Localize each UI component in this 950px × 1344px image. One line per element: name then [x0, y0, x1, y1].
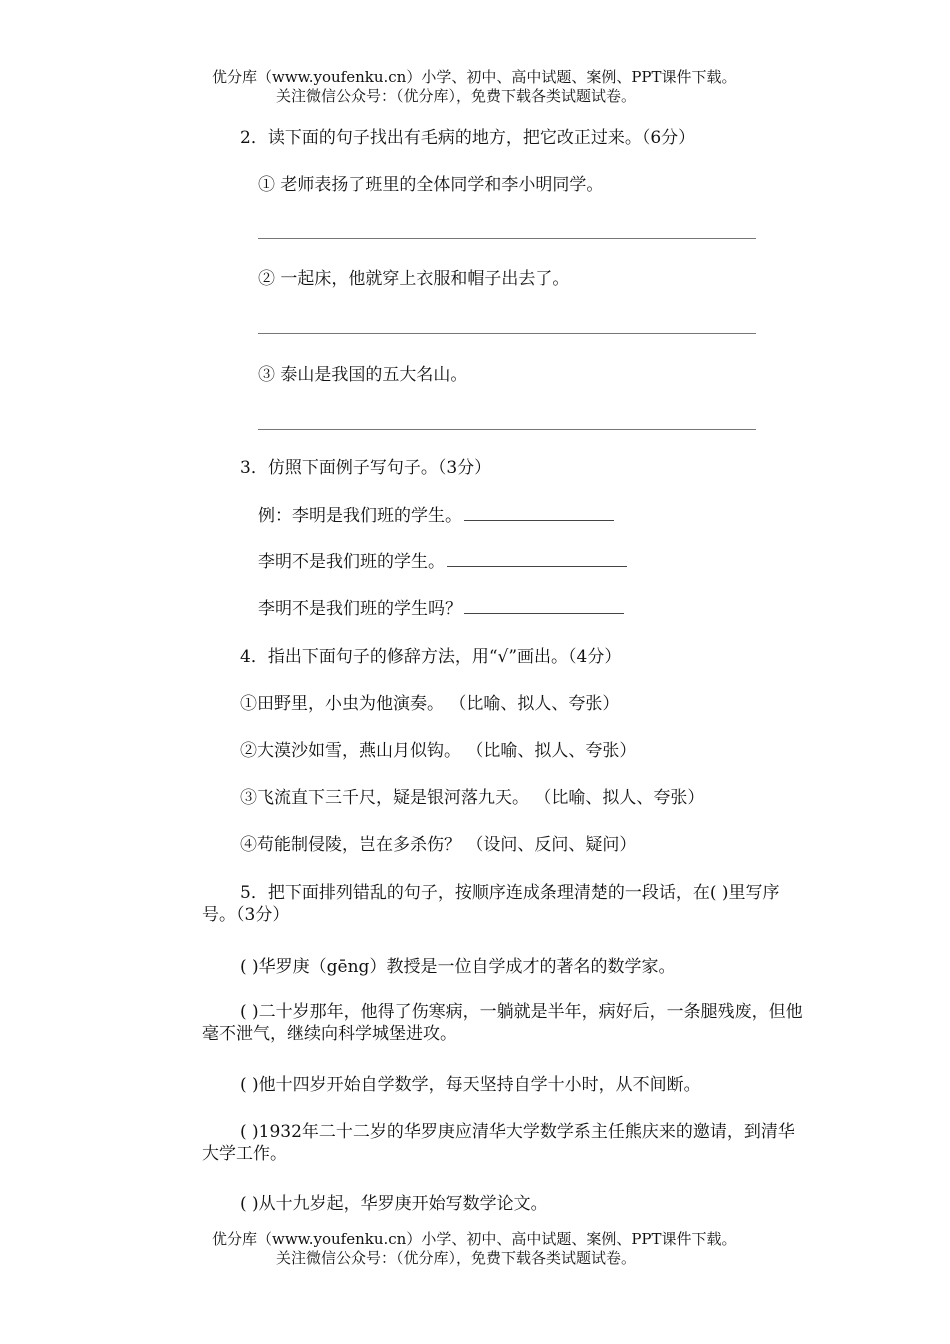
question-4-item-1: ①田野里，小虫为他演奏。 （比喻、拟人、夸张）	[240, 694, 620, 714]
question-3-example-text: 例：李明是我们班的学生。	[258, 506, 462, 526]
footer-line-2: 关注微信公众号：（优分库），免费下载各类试题试卷。	[276, 1249, 637, 1267]
question-5-item-1: ( )华罗庚（gēng）教授是一位自学成才的著名的数学家。	[240, 957, 676, 977]
question-3-title: 3．仿照下面例子写句子。（3分）	[240, 458, 492, 478]
question-5-item-4: ( )1932年二十二岁的华罗庚应清华大学数学系主任熊庆来的邀请，到清华大学工作。	[202, 1122, 795, 1164]
header-line-2: 关注微信公众号：（优分库），免费下载各类试题试卷。	[276, 87, 637, 105]
question-5-item-2: ( )二十岁那年，他得了伤寒病，一躺就是半年，病好后，一条腿残废，但他毫不泄气，继续向科学城堡进攻。	[202, 1002, 803, 1044]
question-4-title: 4．指出下面句子的修辞方法，用“√”画出。（4分）	[240, 647, 622, 667]
question-5-item-5: ( )从十九岁起，华罗庚开始写数学论文。	[240, 1194, 548, 1214]
question-2-title: 2．读下面的句子找出有毛病的地方，把它改正过来。（6分）	[240, 128, 696, 148]
question-3-example	[258, 505, 614, 527]
question-3-line-3-text: 李明不是我们班的学生吗？	[258, 599, 462, 619]
header-line-1: 优分库（www.youfenku.cn）小学、初中、高中试题、案例、PPT课件下载。	[212, 68, 737, 86]
question-4-item-4: ④苟能制侵陵，岂在多杀伤？ （设问、反问、疑问）	[240, 835, 637, 855]
question-3-line-2-text: 李明不是我们班的学生。	[258, 552, 445, 572]
answer-line-2[interactable]	[258, 333, 756, 334]
footer-line-1: 优分库（www.youfenku.cn）小学、初中、高中试题、案例、PPT课件下载。	[212, 1230, 737, 1248]
fill-blank-2[interactable]	[447, 552, 627, 567]
question-3-line-3	[258, 598, 624, 620]
question-2-sentence-2: ② 一起床，他就穿上衣服和帽子出去了。	[258, 269, 570, 289]
fill-blank-3[interactable]	[464, 599, 624, 614]
question-2-sentence-1: ① 老师表扬了班里的全体同学和李小明同学。	[258, 175, 604, 195]
answer-line-3[interactable]	[258, 429, 756, 430]
fill-blank-1[interactable]	[464, 506, 614, 521]
question-2-sentence-3: ③ 泰山是我国的五大名山。	[258, 365, 468, 385]
question-5-title: 5．把下面排列错乱的句子，按顺序连成条理清楚的一段话，在( )里写序号。（3分）	[202, 883, 780, 925]
question-4-item-3: ③飞流直下三千尺，疑是银河落九天。 （比喻、拟人、夸张）	[240, 788, 705, 808]
question-4-item-2: ②大漠沙如雪，燕山月似钩。 （比喻、拟人、夸张）	[240, 741, 637, 761]
question-5-item-3: ( )他十四岁开始自学数学，每天坚持自学十小时，从不间断。	[240, 1075, 701, 1095]
answer-line-1[interactable]	[258, 238, 756, 239]
question-3-line-2	[258, 551, 627, 573]
